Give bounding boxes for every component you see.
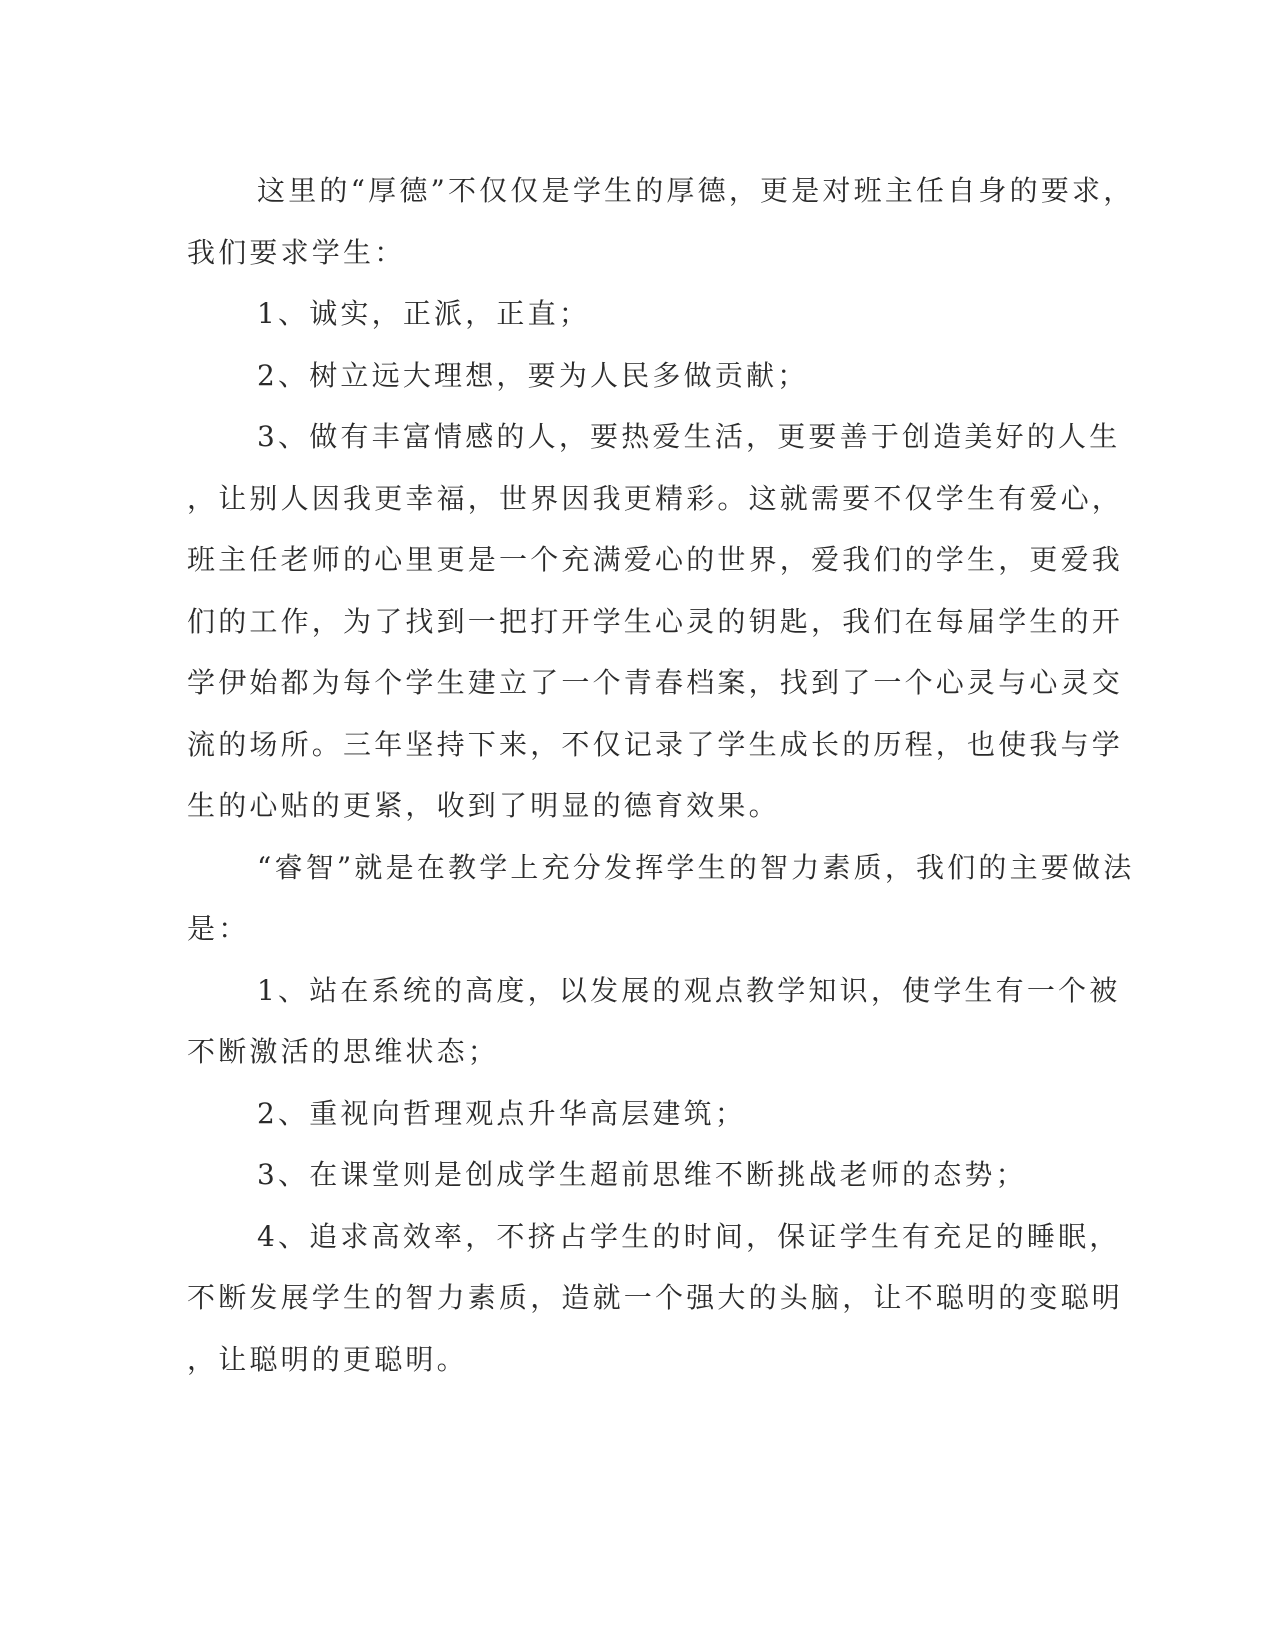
text-line: 班主任老师的心里更是一个充满爱心的世界，爱我们的学生，更爱我 — [187, 543, 1124, 576]
list-item: 1、诚实，正派，正直； — [257, 297, 591, 330]
text-line: 这里的“厚德”不仅仅是学生的厚德，更是对班主任自身的要求， — [257, 174, 1135, 207]
text-line: 是： — [187, 912, 250, 945]
text-line: “睿智”就是在教学上充分发挥学生的智力素质，我们的主要做法 — [257, 850, 1135, 884]
text-line: 们的工作，为了找到一把打开学生心灵的钥匙，我们在每届学生的开 — [187, 604, 1124, 638]
list-item: 2、树立远大理想，要为人民多做贡献； — [257, 358, 809, 392]
list-item: 1、站在系统的高度，以发展的观点教学知识，使学生有一个被 — [257, 973, 1121, 1007]
text-line: 不断激活的思维状态； — [187, 1035, 500, 1068]
text-line: 流的场所。三年坚持下来，不仅记录了学生成长的历程，也使我与学 — [187, 727, 1124, 761]
body-text — [187, 160, 1135, 1390]
text-line: ，让聪明的更聪明。 — [187, 1342, 468, 1376]
text-line: 不断发展学生的智力素质，造就一个强大的头脑，让不聪明的变聪明 — [187, 1281, 1124, 1314]
text-line: 我们要求学生： — [187, 235, 406, 269]
list-item: 3、做有丰富情感的人，要热爱生活，更要善于创造美好的人生 — [257, 420, 1121, 453]
list-item: 4、追求高效率，不挤占学生的时间，保证学生有充足的睡眠， — [257, 1219, 1121, 1253]
text-line: 学伊始都为每个学生建立了一个青春档案，找到了一个心灵与心灵交 — [187, 666, 1124, 699]
text-line: 生的心贴的更紧，收到了明显的德育效果。 — [187, 789, 780, 822]
list-item: 3、在课堂则是创成学生超前思维不断挑战老师的态势； — [257, 1158, 1027, 1191]
text-line: ，让别人因我更幸福，世界因我更精彩。这就需要不仅学生有爱心， — [187, 481, 1124, 515]
list-item: 2、重视向哲理观点升华高层建筑； — [257, 1096, 747, 1130]
